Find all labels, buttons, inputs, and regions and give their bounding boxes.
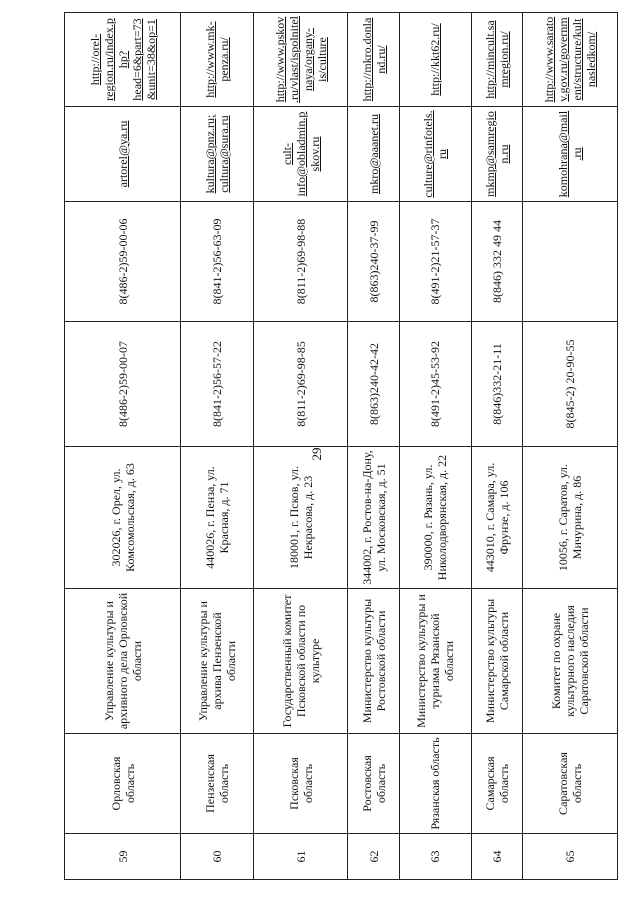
row-number: 65 [563, 850, 578, 863]
phone-number-cell [472, 322, 523, 447]
fax-number: 8(863)240-37-99 [366, 220, 381, 303]
website-link-cell [348, 13, 399, 107]
organization-name: Управление культуры и архива Пензенской области [196, 601, 239, 721]
email-address[interactable]: culture@rinfotels.ru [421, 110, 450, 198]
table-row [253, 13, 347, 880]
phone-number-cell [253, 322, 347, 447]
phone-number-cell [399, 322, 472, 447]
row-number-cell [348, 834, 399, 880]
email-address-cell [253, 107, 347, 202]
table-row [181, 13, 254, 880]
table-rotated-wrapper [64, 13, 618, 880]
email-address-cell [523, 107, 618, 202]
website-link-cell [472, 13, 523, 107]
organization-name: Государственный комитет Псковской области по культуре [279, 594, 322, 728]
email-address-cell [65, 107, 181, 202]
website-link[interactable]: http://mincult.samregion.ru/ [483, 20, 512, 99]
organization-name: Управление культуры и архивного дела Орловской области [101, 592, 144, 730]
organization-name-cell [472, 589, 523, 734]
region-name: Рязанская область [428, 737, 443, 830]
region-name-cell [472, 734, 523, 834]
region-name: Псковская область [286, 757, 315, 810]
fax-number-cell [523, 202, 618, 322]
website-link-cell [399, 13, 472, 107]
row-number: 64 [490, 850, 505, 863]
postal-address-cell [65, 447, 181, 589]
phone-number: 8(846)332-21-11 [490, 343, 505, 425]
region-name-cell [399, 734, 472, 834]
email-address[interactable]: kultura@pnz.ru; cultura@sura.ru [203, 114, 232, 194]
postal-address: 180001, г. Псков, ул. Некрасова, д. 23 [286, 466, 315, 569]
row-number-cell [399, 834, 472, 880]
row-number: 61 [293, 850, 308, 863]
region-name-cell [523, 734, 618, 834]
organization-name-cell [181, 589, 254, 734]
phone-number: 8(491-2)45-53-92 [428, 341, 443, 427]
phone-number: 8(863)240-42-42 [366, 343, 381, 425]
row-number: 60 [210, 850, 225, 863]
phone-number-cell [523, 322, 618, 447]
postal-address: 344002, г. Ростов-на-Дону, ул. Московская, д. 51 [359, 450, 388, 585]
row-number-cell [65, 834, 181, 880]
fax-number: 8(841-2)56-63-09 [210, 218, 225, 305]
fax-number-cell [65, 202, 181, 322]
row-number-cell [523, 834, 618, 880]
email-address-cell [348, 107, 399, 202]
fax-number-cell [399, 202, 472, 322]
postal-address-cell [472, 447, 523, 589]
postal-address: 302026, г. Орел, ул. Комсомольская, д. 63 [108, 463, 137, 572]
row-number-cell [472, 834, 523, 880]
postal-address-cell [181, 447, 254, 589]
website-link-cell [181, 13, 254, 107]
table-row [65, 13, 181, 880]
postal-address-cell [253, 447, 347, 589]
website-link[interactable]: http://www.pskov.ru/vlast/ispolnitelnaya/organy-is/culture [272, 16, 329, 103]
region-name-cell [181, 734, 254, 834]
email-address-cell [472, 107, 523, 202]
fax-number: 8(811-2)69-98-88 [293, 218, 308, 305]
website-link[interactable]: http://www.saratov.gov.ru/government/structure/kultnasledkom/ [542, 16, 599, 103]
table-row [472, 13, 523, 880]
organization-name-cell [399, 589, 472, 734]
region-name: Орловская область [108, 756, 137, 811]
phone-number-cell [181, 322, 254, 447]
fax-number: 8(486-2)59-00-06 [115, 218, 130, 305]
website-link[interactable]: http://kkt62.ru/ [428, 23, 443, 96]
postal-address: 390000, г. Рязань, ул. Николодворянская, д. 22 [421, 454, 450, 581]
row-number-cell [253, 834, 347, 880]
fax-number: 8(846) 332 49 44 [490, 220, 505, 303]
website-link[interactable]: http://mkro.donland.ru/ [359, 17, 388, 102]
table-row [523, 13, 618, 880]
organization-name: Министерство культуры Самарской области [483, 598, 512, 724]
table-row [399, 13, 472, 880]
row-number: 62 [366, 850, 381, 863]
organization-name: Министерство культуры и туризма Рязанской области [414, 594, 457, 728]
organization-name: Министерство культуры Ростовской области [359, 598, 388, 724]
region-name-cell [348, 734, 399, 834]
fax-number-cell [472, 202, 523, 322]
region-name: Ростовская область [359, 755, 388, 812]
email-address[interactable]: komohrana@mail.ru [556, 110, 585, 198]
fax-number-cell [253, 202, 347, 322]
website-link[interactable]: http://www.mk-penza.ru/ [203, 21, 232, 98]
postal-address: 10056, г. Саратов, ул. Мичурина, д. 86 [556, 463, 585, 572]
website-link[interactable]: http://orel-region.ru/index.php?head=6&part=73&unit=38&op=1 [87, 18, 158, 101]
fax-number-cell [348, 202, 399, 322]
region-name: Пензенская область [203, 754, 232, 813]
region-name: Саратовская область [556, 752, 585, 815]
page-number: 29 [309, 447, 324, 461]
email-address[interactable]: cult-info@obladmin.pskov.ru [279, 111, 322, 197]
fax-number: 8(491-2)21-57-37 [428, 218, 443, 305]
email-address-cell [399, 107, 472, 202]
email-address[interactable]: mkro@aaanet.ru [366, 114, 381, 195]
organization-name-cell [253, 589, 347, 734]
website-link-cell [523, 13, 618, 107]
table-row [348, 13, 399, 880]
organization-name-cell [348, 589, 399, 734]
region-name-cell [253, 734, 347, 834]
postal-address-cell [348, 447, 399, 589]
postal-address: 440026, г. Пенза, ул. Красная, д. 71 [203, 466, 232, 569]
phone-number-cell [65, 322, 181, 447]
email-address-cell [181, 107, 254, 202]
organization-name-cell [65, 589, 181, 734]
phone-number: 8(811-2)69-98-85 [293, 341, 308, 427]
email-address[interactable]: artorel@ya.ru [115, 120, 130, 188]
phone-number: 8(841-2)56-57-22 [210, 341, 225, 427]
postal-address-cell [523, 447, 618, 589]
phone-number-cell [348, 322, 399, 447]
region-name-cell [65, 734, 181, 834]
fax-number-cell [181, 202, 254, 322]
row-number: 63 [428, 850, 443, 863]
website-link-cell [253, 13, 347, 107]
website-link-cell [65, 13, 181, 107]
phone-number: 8(845-2) 20-90-55 [563, 339, 578, 429]
row-number-cell [181, 834, 254, 880]
phone-number: 8(486-2)59-00-07 [115, 341, 130, 427]
postal-address-cell [399, 447, 472, 589]
email-address[interactable]: mkmp@samregion.ru [483, 111, 512, 197]
postal-address: 443010, г. Самара, ул. Фрунзе, д. 106 [483, 462, 512, 573]
organization-name-cell [523, 589, 618, 734]
organization-name: Комитет по охране культурного наследия Саратовской области [549, 605, 592, 717]
row-number: 59 [115, 850, 130, 863]
region-name: Самарская область [483, 756, 512, 811]
table-body [65, 13, 618, 880]
contacts-table [64, 12, 618, 880]
